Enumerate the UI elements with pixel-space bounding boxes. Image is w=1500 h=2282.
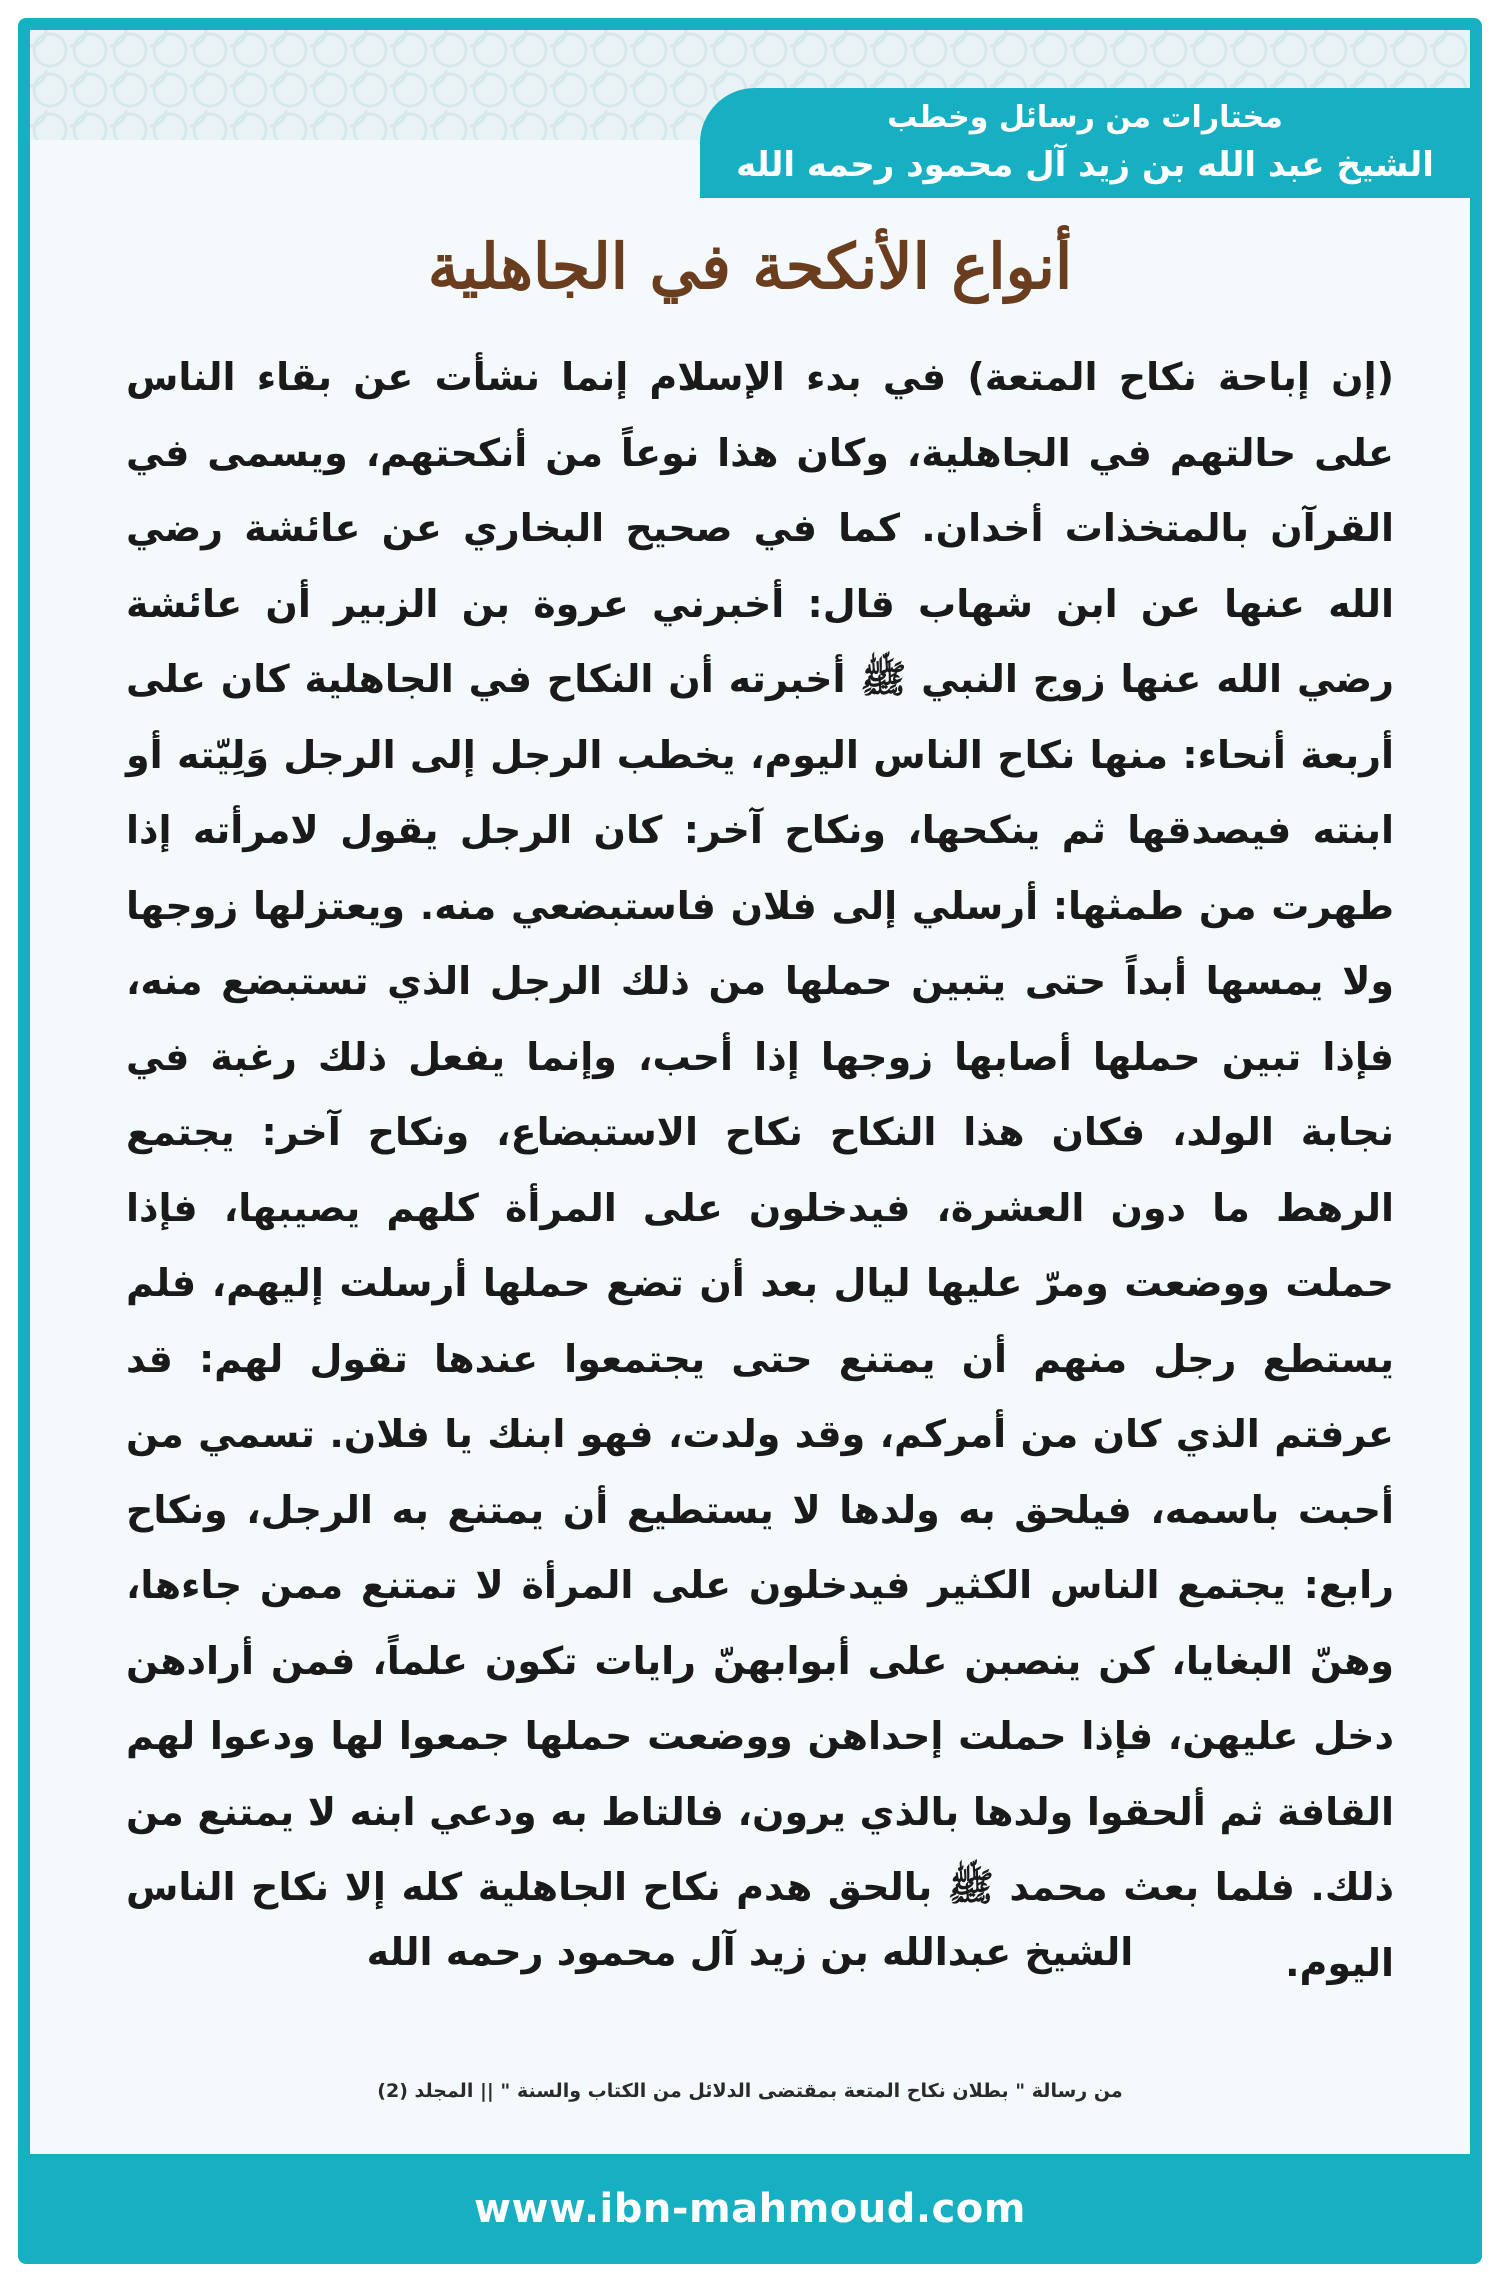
article-body: (إن إباحة نكاح المتعة) في بدء الإسلام إنما نشأت عن بقاء الناس على حالتهم في الجاهلية، وكان هذا نوعاً من أنكحتهم، ويسمى في القرآن بالمتخذات أخدان. كما في صحيح البخاري عن عائشة رضي الله عنها عن ابن شهاب قال: أخبرني عروة بن الزبير أن عائشة رضي الله عنها زوج النبي ﷺ أخبرته أن النكاح في الجاهلية كان على أربعة أنحاء: منها نكاح الناس اليوم، يخطب الرجل إلى الرجل وَلِيّته أو ابنته فيصدقها ثم ينكحها، ونكاح آخر: كان الرجل يقول لامرأته إذا طهرت من طمثها: أرسلي إلى فلان فاستبضعي منه. ويعتزلها زوجها ولا يمسها أبداً حتى يتبين حملها من ذلك الرجل الذي تستبضع منه، فإذا تبين حملها أصابها زوجها إذا أحب، وإنما يفعل ذلك رغبة في نجابة الولد، فكان هذا النكاح نكاح الاستبضاع، ونكاح آخر: يجتمع الرهط ما دون العشرة، فيدخلون على المرأة كلهم يصيبها، فإذا حملت ووضعت ومرّ عليها ليال بعد أن تضع حملها أرسلت إليهم، فلم يستطع رجل منهم أن يمتنع حتى يجتمعوا عندها تقول لهم: قد عرفتم الذي كان من أمركم، وقد ولدت، فهو ابنك يا فلان. تسمي من أحبت باسمه، فيلحق به ولدها لا يستطيع أن يمتنع به الرجل، ونكاح رابع: يجتمع الناس الكثير فيدخلون على المرأة لا تمتنع ممن جاءها، وهنّ البغايا، كن ينصبن على أبوابهنّ رايات تكون علماً، فمن أرادهن دخل عليهن، فإذا حملت إحداهن ووضعت حملها جمعوا لها ودعوا لهم القافة ثم ألحقوا ولدها بالذي يرون، فالتاط به ودعي ابنه لا يمتنع من ذلك. فلما بعث محمد ﷺ بالحق هدم نكاح الجاهلية كله إلا نكاح الناس اليوم.: [126, 355, 1394, 1985]
author-signature: الشيخ عبدالله بن زيد آل محمود رحمه الله: [366, 1930, 1134, 1974]
header-line-2: الشيخ عبد الله بن زيد آل محمود رحمه الله: [736, 145, 1434, 185]
website-link[interactable]: www.ibn-mahmoud.com: [474, 2186, 1026, 2232]
content-panel: [30, 30, 1470, 2154]
header-line-1: مختارات من رسائل وخطب: [887, 100, 1283, 135]
page-title: أنواع الأنكحة في الجاهلية: [427, 230, 1073, 303]
footer-bar: [18, 2154, 1482, 2264]
header-banner: [700, 88, 1470, 198]
source-citation: من رسالة " بطلان نكاح المتعة بمقتضى الدلائل من الكتاب والسنة " || المجلد (2): [377, 2080, 1123, 2102]
page-frame: [18, 18, 1482, 2264]
